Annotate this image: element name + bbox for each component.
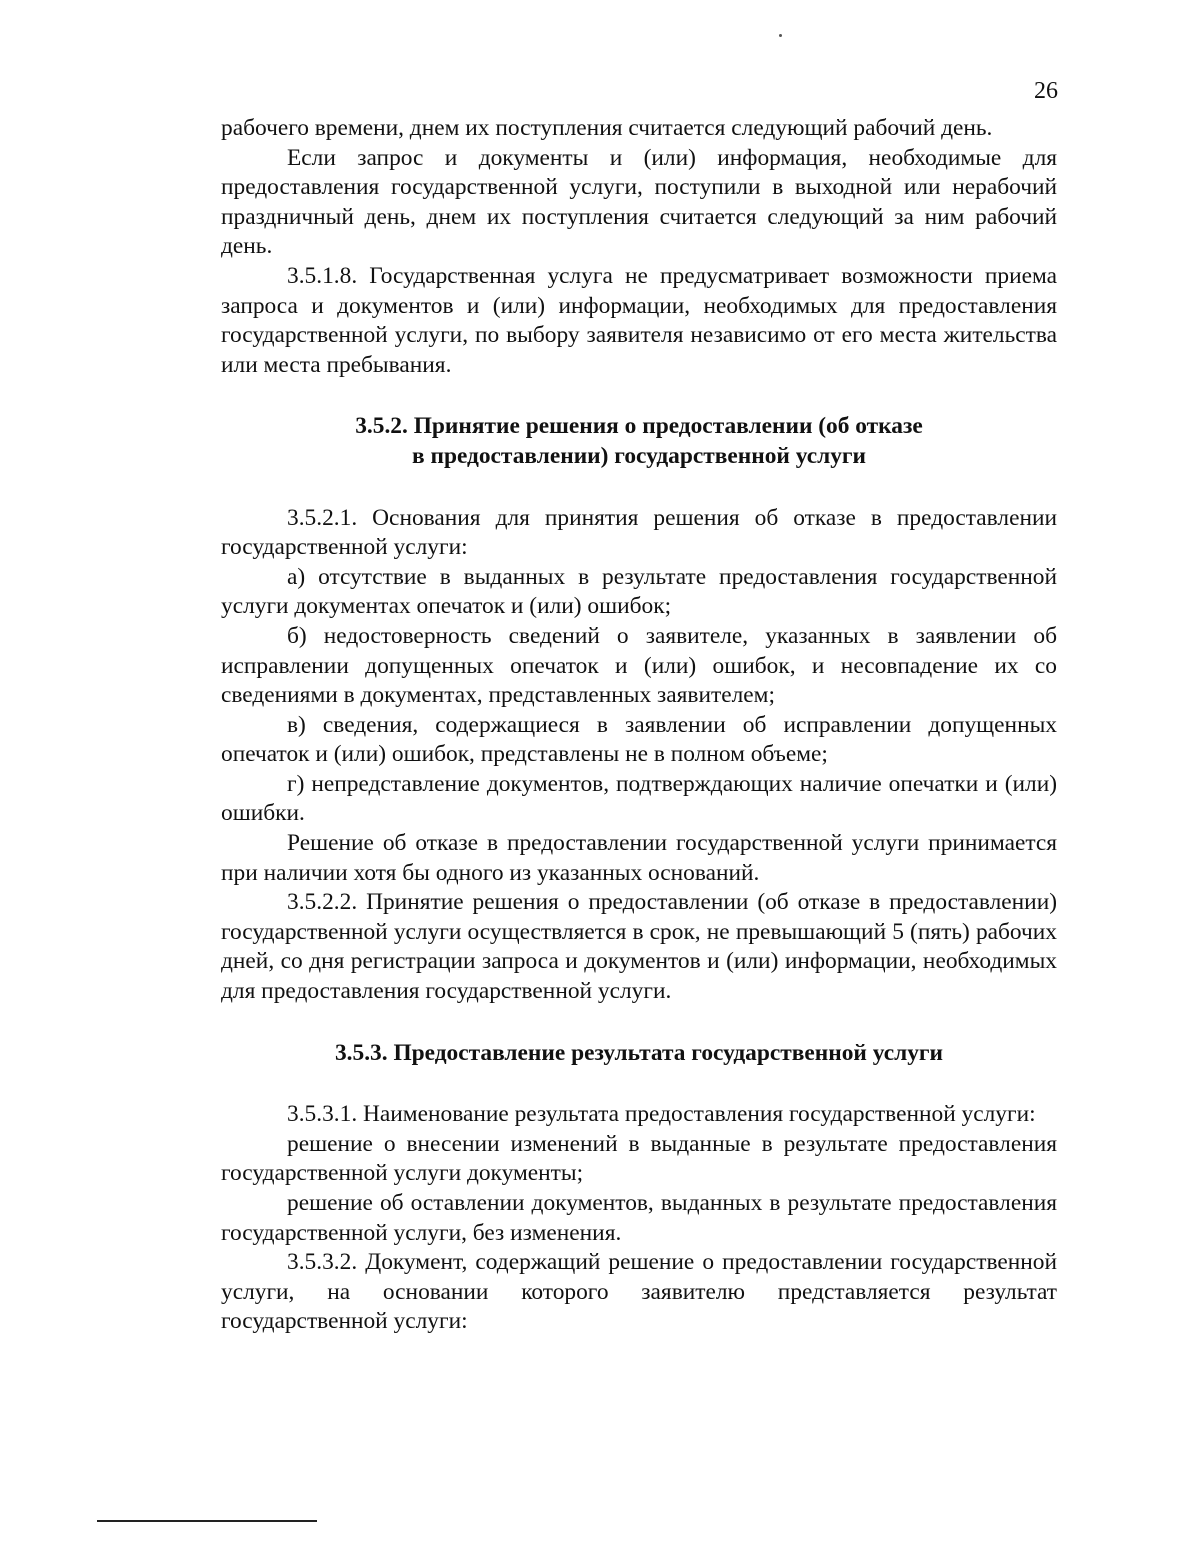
paragraph: 3.5.3.1. Наименование результата предоставления государственной услуги:	[287, 1101, 1036, 1128]
document-body	[221, 114, 1057, 1337]
paragraph: 3.5.2.1. Основания для принятия решения об отказе в предоставлении государственной услуги:	[221, 504, 1057, 561]
list-item: решение об оставлении документов, выданных в результате предоставления государственной услуги, без изменения.	[221, 1190, 1057, 1246]
list-item: г) непредставление документов, подтверждающих наличие опечатки и (или) ошибки.	[221, 770, 1057, 827]
list-item: б) недостоверность сведений о заявителе, указанных в заявлении об исправлении допущенных опечаток и (или) ошибок, и несовпадение их со сведениями в документах, представленных заявителем;	[221, 622, 1057, 709]
heading-line: в предоставлении) государственной услуги	[411, 442, 866, 469]
section-heading-3-5-2	[221, 412, 1057, 471]
list-item: а) отсутствие в выданных в результате предоставления государственной услуги документах опечаток и (или) ошибок;	[221, 563, 1057, 620]
scan-speck	[779, 34, 782, 37]
paragraph: Если запрос и документы и (или) информация, необходимые для предоставления государственной услуги, поступили в выходной или нерабочий праздничный день, днем их поступления считается следующий за ним рабочий день.	[221, 144, 1057, 260]
list-item: решение о внесении изменений в выданные в результате предоставления государственной услуги документы;	[221, 1130, 1057, 1187]
heading-line: 3.5.2. Принятие решения о предоставлении (об отказе	[355, 413, 923, 440]
section-heading-3-5-3: 3.5.3. Предоставление результата государственной услуги	[334, 1039, 944, 1066]
paragraph: рабочего времени, днем их поступления считается следующий рабочий день.	[221, 115, 993, 141]
list-item: в) сведения, содержащиеся в заявлении об исправлении допущенных опечаток и (или) ошибок, представлены не в полном объеме;	[221, 711, 1057, 768]
paragraph: 3.5.3.2. Документ, содержащий решение о предоставлении государственной услуги, на основании которого заявителю представляется результат государственной услуги:	[221, 1249, 1057, 1335]
page-number: 26	[1034, 78, 1058, 104]
paragraph: Решение об отказе в предоставлении государственной услуги принимается при наличии хотя бы одного из указанных оснований.	[221, 830, 1057, 886]
paragraph: 3.5.1.8. Государственная услуга не предусматривает возможности приема запроса и документов и (или) информации, необходимых для предоставления государственной услуги, по выбору заявителя независимо от его места жительства или места пребывания.	[221, 262, 1057, 378]
footnote-separator	[97, 1520, 317, 1522]
paragraph: 3.5.2.2. Принятие решения о предоставлении (об отказе в предоставлении) государственной услуги осуществляется в срок, не превышающий 5 (пять) рабочих дней, со дня регистрации запроса и документов и (или) информации, необходимых для предоставления государственной услуги.	[221, 889, 1057, 1005]
